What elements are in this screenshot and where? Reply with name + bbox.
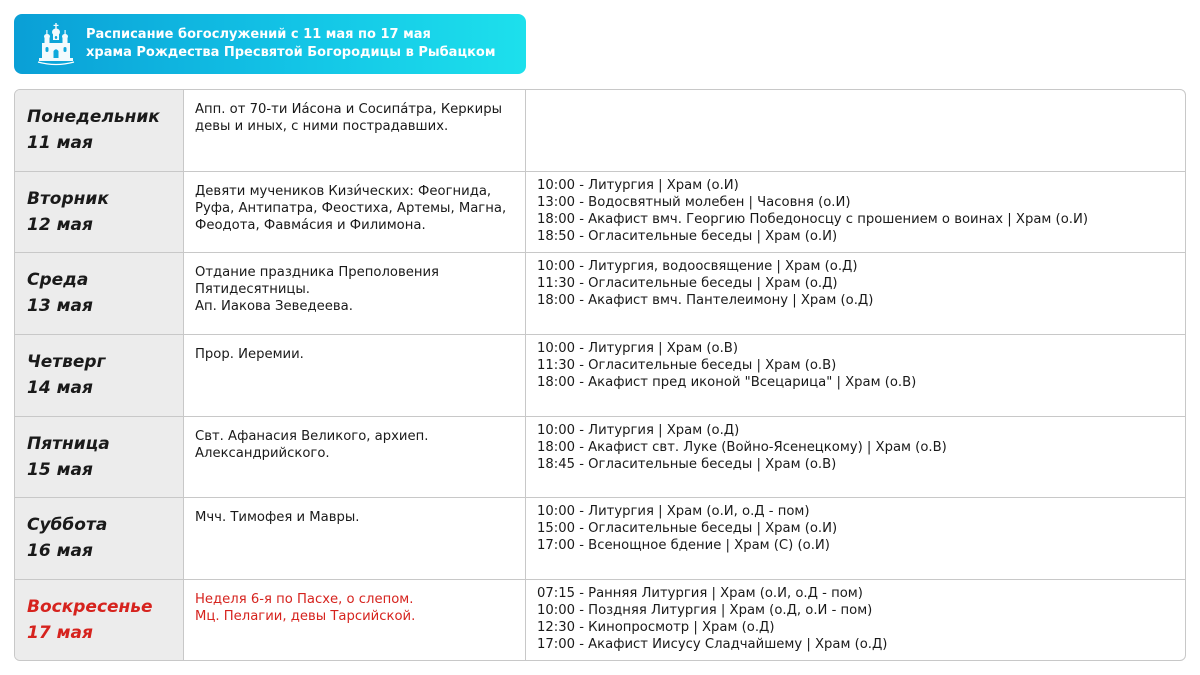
service-item: 10:00 - Литургия | Храм (о.Д)	[537, 422, 740, 438]
day-cell	[15, 417, 184, 498]
service-item: 17:00 - Акафист Иисусу Сладчайшему | Храм (о.Д)	[537, 637, 888, 653]
service-item: 07:15 - Ранняя Литургия | Храм (о.И, о.Д - пом)	[537, 586, 863, 602]
saints-cell	[184, 253, 526, 334]
service-item: 18:45 - Огласительные беседы | Храм (о.В)	[537, 456, 837, 472]
saints-cell	[184, 417, 526, 498]
service-item: 10:00 - Поздняя Литургия | Храм (о.Д, о.И - пом)	[537, 603, 873, 619]
date-label: 16 мая	[27, 541, 93, 562]
day-cell	[15, 253, 184, 334]
services-cell	[526, 172, 1185, 253]
saint-line: Неделя 6-я по Пасхе, о слепом.	[195, 592, 414, 608]
saints-cell	[184, 90, 526, 171]
service-item: 10:00 - Литургия | Храм (о.И, о.Д - пом)	[537, 504, 810, 520]
service-item: 13:00 - Водосвятный молебен | Часовня (о.И)	[537, 194, 851, 210]
schedule-row	[15, 90, 1185, 172]
day-cell	[15, 498, 184, 579]
day-cell	[15, 172, 184, 253]
saint-line: Руфа, Антипатра, Феостиха, Артемы, Магна,	[195, 200, 507, 216]
date-label: 17 мая	[27, 623, 93, 644]
services-cell	[526, 253, 1185, 334]
service-item: 10:00 - Литургия, водоосвящение | Храм (о.Д)	[537, 259, 858, 275]
services-cell	[526, 580, 1185, 661]
saint-line: Александрийского.	[195, 445, 330, 461]
schedule-row	[15, 253, 1185, 335]
saint-line: Апп. от 70-ти Иа́сона и Сосипа́тра, Керкиры	[195, 102, 502, 117]
saint-line: Феодота, Фавма́сия и Филимона.	[195, 217, 426, 233]
schedule-row	[15, 498, 1185, 580]
service-item: 11:30 - Огласительные беседы | Храм (о.В)	[537, 358, 837, 374]
saint-line: Прор. Иеремии.	[195, 347, 304, 363]
service-item: 10:00 - Литургия | Храм (о.В)	[537, 341, 738, 357]
day-cell	[15, 90, 184, 171]
service-item: 18:00 - Акафист вмч. Пантелеимону | Храм (о.Д)	[537, 293, 874, 309]
date-label: 14 мая	[27, 378, 93, 399]
date-label: 12 мая	[27, 214, 93, 235]
saints-cell	[184, 172, 526, 253]
header-banner	[14, 14, 526, 74]
header-title-line2: храма Рождества Пресвятой Богородицы в Рыбацком	[86, 45, 496, 60]
saint-line: Девяти мучеников Кизи́ческих: Феогнида,	[195, 183, 492, 199]
saint-line: Отдание праздника Преполовения	[195, 265, 439, 281]
date-label: 15 мая	[27, 459, 93, 480]
saint-line: Свт. Афанасия Великого, архиеп.	[195, 428, 429, 444]
saint-line: Пятидесятницы.	[195, 282, 310, 298]
header-title-line1: Расписание богослужений с 11 мая по 17 мая	[86, 27, 431, 42]
church-icon	[34, 22, 78, 66]
weekday-label: Пятница	[27, 433, 110, 454]
saint-line: Мчч. Тимофея и Мавры.	[195, 510, 360, 526]
services-cell	[526, 335, 1185, 416]
day-cell	[15, 580, 184, 661]
weekday-label: Вторник	[27, 188, 109, 209]
weekday-label: Четверг	[27, 352, 106, 373]
saints-cell	[184, 498, 526, 579]
schedule-row	[15, 580, 1185, 661]
saints-cell	[184, 335, 526, 416]
date-label: 11 мая	[27, 133, 93, 153]
schedule-table	[14, 89, 1186, 661]
services-cell	[526, 417, 1185, 498]
services-cell	[526, 90, 1185, 171]
schedule-row	[15, 417, 1185, 499]
service-item: 15:00 - Огласительные беседы | Храм (о.И)	[537, 521, 838, 537]
header-title	[86, 26, 495, 62]
date-label: 13 мая	[27, 296, 93, 317]
services-cell	[526, 498, 1185, 579]
service-item: 10:00 - Литургия | Храм (о.И)	[537, 177, 739, 193]
service-item: 18:50 - Огласительные беседы | Храм (о.И)	[537, 228, 838, 244]
saint-line: Мц. Пелагии, девы Тарсийской.	[195, 609, 416, 625]
weekday-label: Суббота	[27, 515, 108, 536]
service-item: 17:00 - Всенощное бдение | Храм (С) (о.И)	[537, 538, 830, 554]
day-cell	[15, 335, 184, 416]
saint-line: Ап. Иакова Зеведеева.	[195, 299, 353, 315]
service-item: 18:00 - Акафист вмч. Георгию Победоносцу с прошением о воинах | Храм (о.И)	[537, 211, 1088, 227]
service-item: 11:30 - Огласительные беседы | Храм (о.Д)	[537, 276, 838, 292]
weekday-label: Среда	[27, 270, 89, 291]
service-item: 18:00 - Акафист свт. Луке (Войно-Ясенецкому) | Храм (о.В)	[537, 439, 947, 455]
schedule-row	[15, 335, 1185, 417]
weekday-label: Понедельник	[27, 107, 160, 127]
service-item: 12:30 - Кинопросмотр | Храм (о.Д)	[537, 620, 775, 636]
schedule-row	[15, 172, 1185, 254]
weekday-label: Воскресенье	[27, 597, 153, 618]
saint-line: девы и иных, с ними пострадавших.	[195, 119, 449, 134]
service-item: 18:00 - Акафист пред иконой "Всецарица" | Храм (о.В)	[537, 375, 917, 391]
saints-cell	[184, 580, 526, 661]
